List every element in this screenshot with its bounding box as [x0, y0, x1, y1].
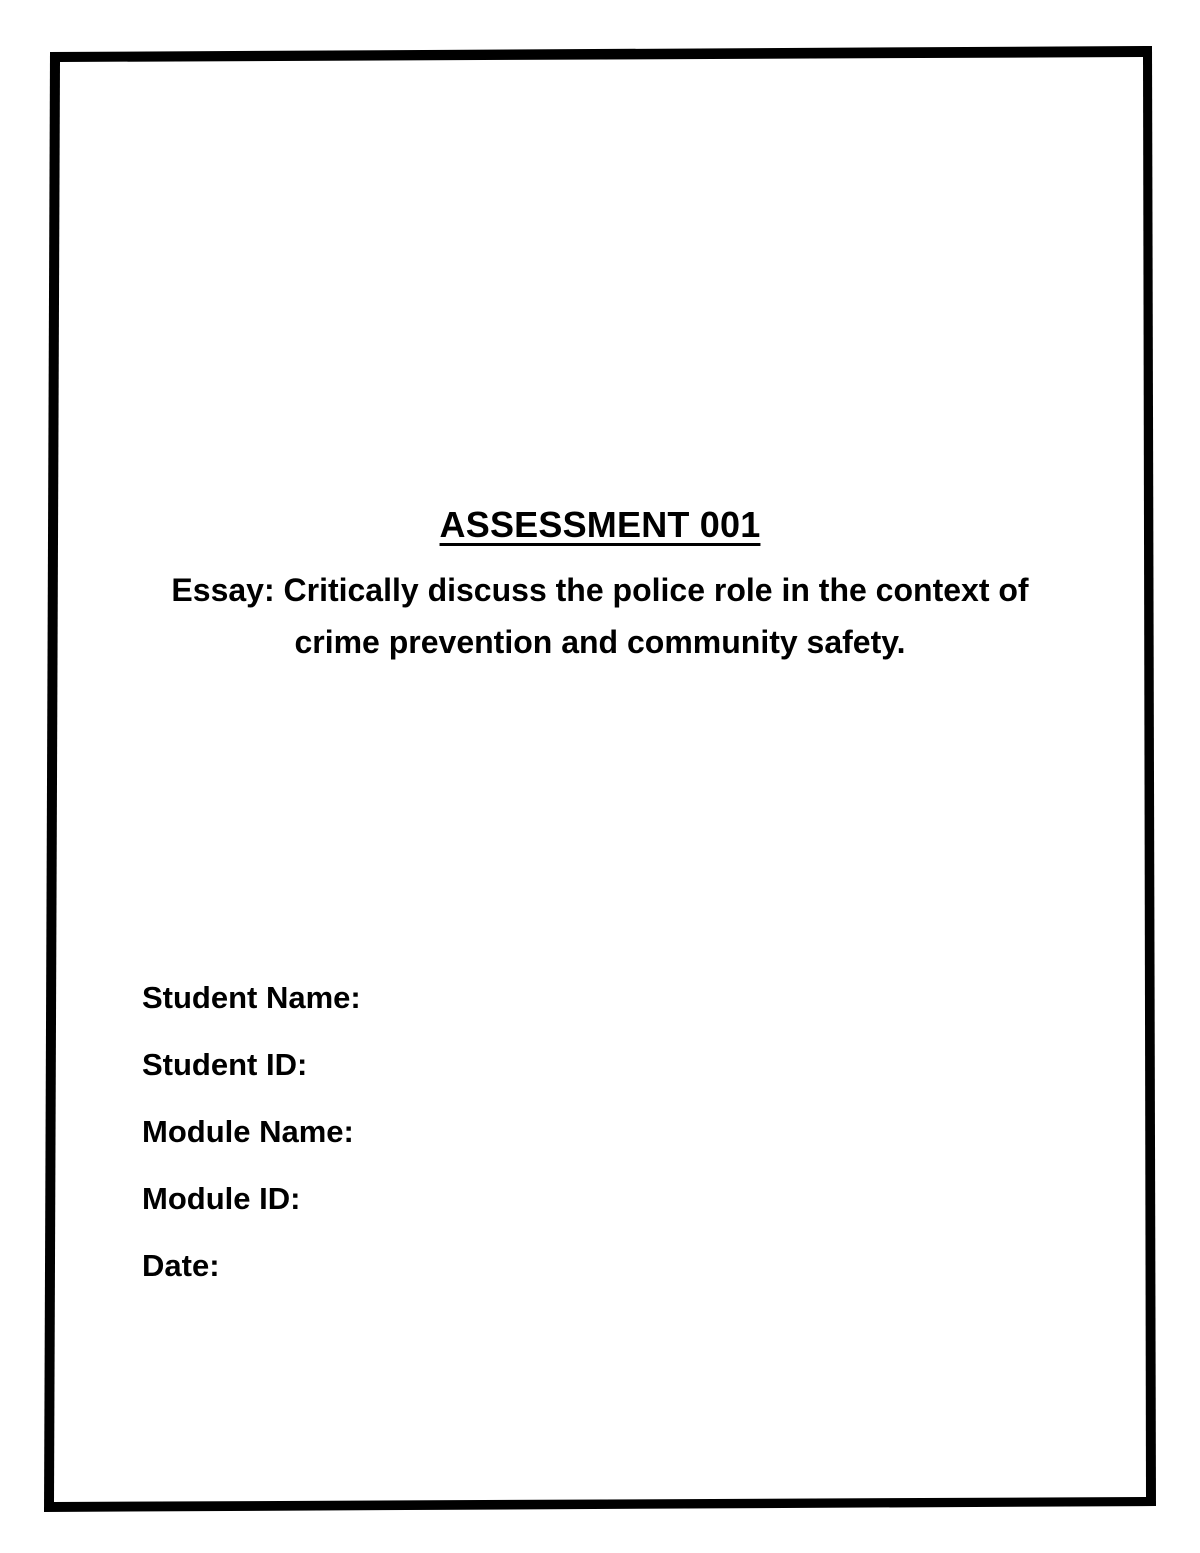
student-id-label: Student ID: [142, 1047, 308, 1082]
student-info-fields [142, 964, 942, 1299]
module-name-label: Module Name: [142, 1114, 354, 1149]
page-title: ASSESSMENT 001 [439, 504, 761, 545]
date-label: Date: [142, 1248, 220, 1283]
module-id-label: Module ID: [142, 1181, 301, 1216]
title-block [100, 500, 1100, 668]
essay-prompt: Essay: Critically discuss the police role in the context of crime prevention and community safety. [171, 572, 1029, 660]
student-name-label: Student Name: [142, 980, 361, 1015]
